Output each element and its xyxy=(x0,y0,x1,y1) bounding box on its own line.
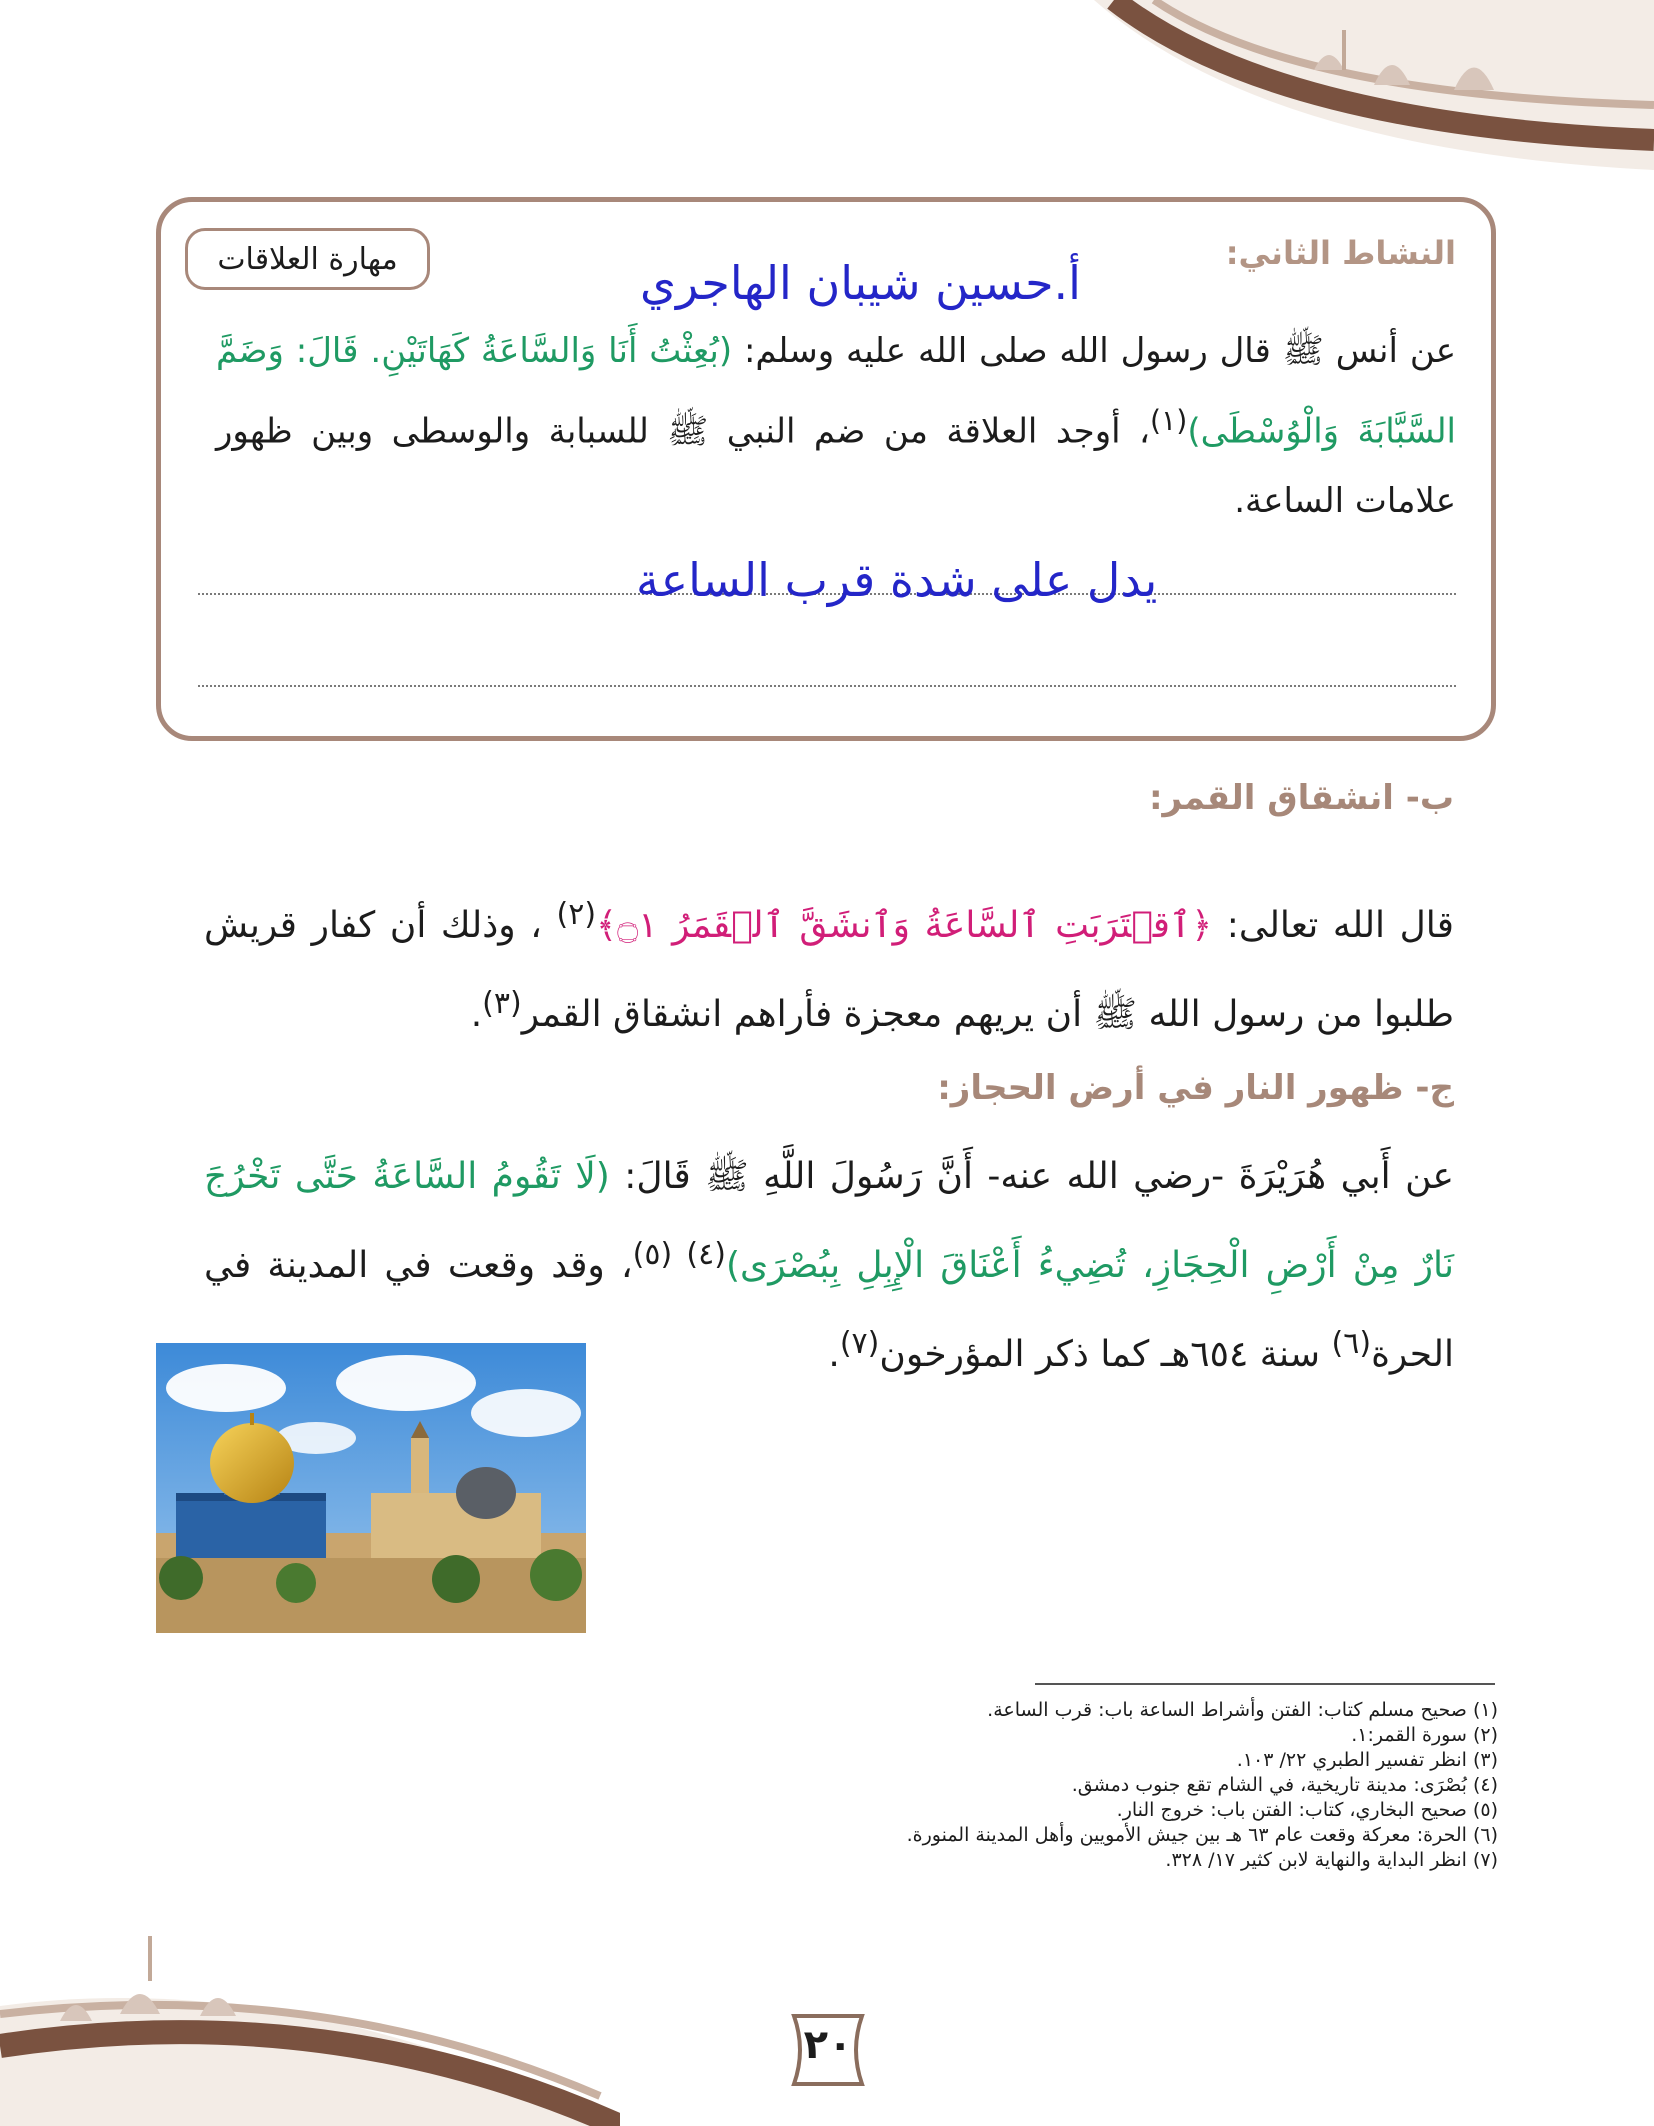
hadith-quote: (بُعِثْتُ أَنَا وَالسَّاعَةُ كَهَاتَيْنِ. قَالَ: وَضَمَّ السَّبَّابَةَ وَالْوُسْطَى) xyxy=(216,331,1456,452)
footnote-ref: (٤) (٥) xyxy=(632,1237,726,1272)
activity-title: النشاط الثاني: xyxy=(1225,234,1456,272)
footnote-item: (٥) صحيح البخاري، كتاب: الفتن باب: خروج النار. xyxy=(1116,1799,1498,1821)
section-c-text2: سنة ٦٥٤هـ كما ذكر المؤرخون xyxy=(879,1334,1332,1375)
decorative-corner-top xyxy=(1094,0,1654,200)
section-b-paragraph xyxy=(204,876,1454,1054)
decorative-corner-bottom xyxy=(0,1896,620,2126)
page-number: ٢٠ xyxy=(803,2022,853,2068)
footnote-item: (٤) بُصْرَى: مدينة تاريخية، في الشام تقع جنوب دمشق. xyxy=(1071,1774,1498,1796)
footnote-ref: (٦) xyxy=(1331,1326,1372,1361)
footnotes-list xyxy=(598,1698,1498,1873)
footnote-item: (٣) انظر تفسير الطبري ٢٢/ ١٠٣. xyxy=(1236,1749,1498,1771)
skill-badge: مهارة العلاقات xyxy=(185,228,430,290)
footnote-item: (٦) الحرة: معركة وقعت عام ٦٣ هـ بين جيش الأمويين وأهل المدينة المنورة. xyxy=(906,1824,1498,1846)
section-c-heading: ج- ظهور النار في أرض الحجاز: xyxy=(937,1068,1454,1108)
footnote-ref: (٧) xyxy=(839,1326,880,1361)
quran-verse: ﴿ٱقۡتَرَبَتِ ٱلسَّاعَةُ وَٱنشَقَّ ٱلۡقَمَرُ ۝١﴾ xyxy=(596,905,1213,946)
question-intro: عن أنس ﷺ قال رسول الله صلى الله عليه وسلم: xyxy=(732,331,1456,371)
footnote-item: (٢) سورة القمر:١. xyxy=(1351,1724,1498,1746)
section-c-text: ، وقد وقعت في المدينة في الحرة xyxy=(204,1245,1454,1375)
section-b-heading: ب- انشقاق القمر: xyxy=(1148,778,1454,818)
footnote-item: (١) صحيح مسلم كتاب: الفتن وأشراط الساعة باب: قرب الساعة. xyxy=(987,1699,1498,1721)
section-b-intro: قال الله تعالى: xyxy=(1212,905,1454,946)
footnote-divider xyxy=(1035,1683,1495,1685)
question-text: ، أوجد العلاقة من ضم النبي ﷺ للسبابة والوسطى وبين ظهور علامات الساعة. xyxy=(216,411,1456,522)
footnote-ref: (١) xyxy=(1149,404,1188,437)
hadith-quote: (لَا تَقُومُ السَّاعَةُ حَتَّى تَخْرُجَ نَارٌ مِنْ أَرْضِ الْحِجَازِ، تُضِيءُ أَعْنَاقَ الْإِبِلِ بِبُصْرَى) xyxy=(204,1156,1455,1286)
footnote-ref: (٢) xyxy=(556,897,597,932)
period: . xyxy=(470,994,483,1035)
activity-question xyxy=(216,316,1456,536)
jerusalem-photo xyxy=(156,1343,586,1633)
footnote-ref: (٣) xyxy=(482,986,522,1021)
answer-line-2[interactable] xyxy=(198,685,1456,687)
section-c-intro: عن أَبي هُرَيْرَةَ -رضي الله عنه- أَنَّ رَسُولَ اللَّهِ ﷺ قَالَ: xyxy=(609,1156,1454,1197)
handwritten-answer: يدل على شدة قرب الساعة xyxy=(636,553,1158,607)
section-b-text: ، وذلك أن كفار قريش طلبوا من رسول الله ﷺ أن يريهم معجزة فأراهم انشقاق القمر xyxy=(204,905,1454,1035)
period: . xyxy=(828,1334,840,1375)
footnote-item: (٧) انظر البداية والنهاية لابن كثير ١٧/ ٣٢٨. xyxy=(1165,1849,1498,1871)
handwritten-name: أ.حسين شيبان الهاجري xyxy=(640,256,1081,310)
